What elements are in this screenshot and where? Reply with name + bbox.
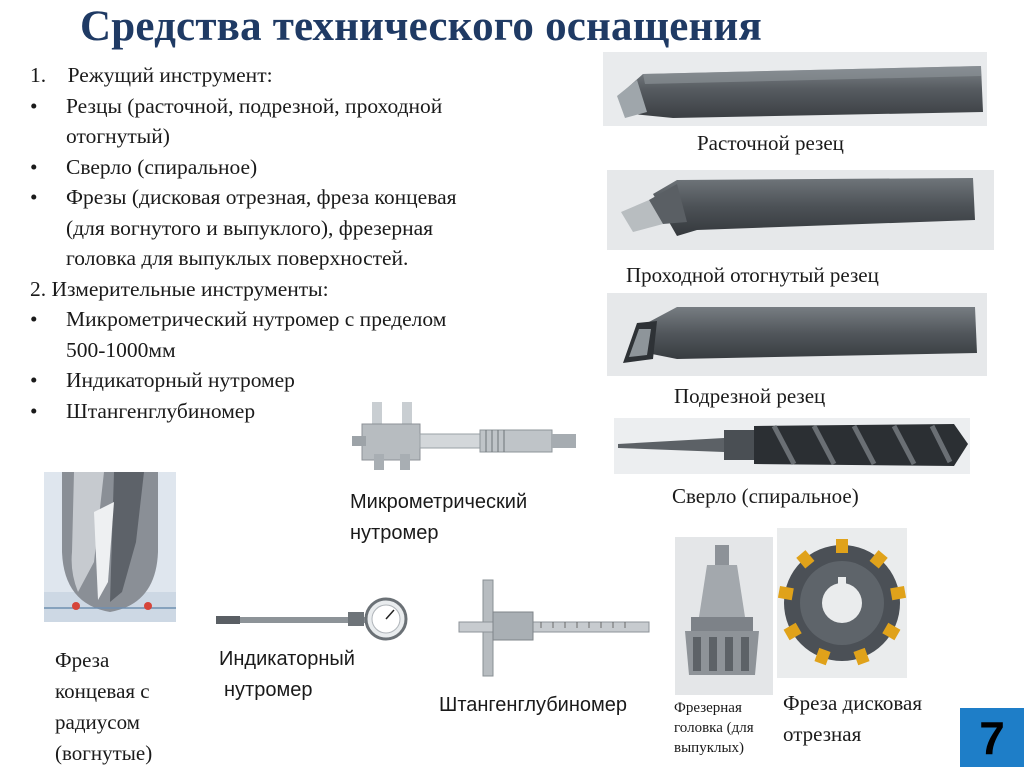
list-number: 1. [30, 63, 47, 87]
list-text-cont: 500-1000мм [66, 337, 176, 362]
caption-end-mill [55, 645, 152, 769]
caption-indicator [219, 644, 355, 706]
micrometer-gauge-image [352, 402, 582, 474]
list-item-indicator [30, 365, 590, 396]
caption-line: Индикаторный [219, 648, 355, 670]
bullet: • [30, 368, 38, 392]
caption-line: Фреза дисковая [783, 691, 923, 715]
list-text: Микрометрический нутромер с пределом [66, 307, 447, 331]
boring-cutter-image [603, 52, 987, 126]
list-text: Фрезы (дисковая отрезная, фреза концевая [66, 185, 457, 209]
caption-depth-gauge: Штангенглубиномер [439, 694, 627, 716]
list-label: Режущий инструмент: [67, 63, 273, 87]
list-text: Штангенглубиномер [66, 398, 256, 423]
end-mill-image [44, 472, 176, 622]
milling-head-image [675, 537, 773, 695]
depth-gauge-image [457, 578, 653, 678]
caption-micrometer [350, 487, 527, 549]
caption-line: (вогнутые) [55, 741, 153, 765]
bullet: • [30, 307, 38, 331]
caption-line: отрезная [783, 722, 862, 746]
caption-boring-cutter: Расточной резец [697, 131, 844, 155]
bullet: • [30, 398, 38, 423]
list-item-drill [30, 152, 590, 183]
list-text-cont: (для вогнутого и выпуклого), фрезерная [66, 215, 434, 240]
page-title: Средства технического оснащения [80, 3, 762, 50]
facing-cutter-image [607, 293, 987, 376]
list-item-cutters [30, 91, 590, 122]
list-item-micrometer [30, 304, 590, 335]
disc-mill-image [777, 528, 907, 678]
bent-cutter-image [607, 170, 994, 250]
list-text: Резцы (расточной, подрезной, проходной [66, 93, 443, 118]
list-text: Индикаторный нутромер [66, 368, 295, 392]
caption-twist-drill: Сверло (спиральное) [672, 484, 859, 508]
bullet: • [30, 154, 38, 179]
caption-line: головка (для [674, 720, 754, 736]
caption-line: нутромер [224, 679, 313, 701]
tools-list [30, 60, 590, 426]
list-text-cont: отогнутый) [66, 124, 170, 148]
caption-line: концевая с [55, 679, 150, 703]
caption-line: радиусом [55, 710, 140, 734]
caption-bent-cutter: Проходной отогнутый резец [626, 263, 879, 287]
list-text: Сверло (спиральное) [66, 154, 258, 179]
bullet: • [30, 93, 38, 118]
indicator-gauge-image [212, 596, 408, 642]
caption-milling-head [674, 698, 754, 758]
caption-line: Фреза [55, 648, 110, 672]
caption-disc-mill [783, 688, 922, 750]
list-text-cont: головка для выпуклых поверхностей. [66, 246, 409, 270]
twist-drill-image [614, 418, 970, 474]
list-item-mills [30, 182, 590, 213]
caption-line: нутромер [350, 522, 439, 544]
caption-line: Фрезерная [674, 700, 742, 716]
caption-line: выпуклых) [674, 740, 745, 756]
page-number-badge: 7 [960, 708, 1024, 767]
caption-line: Микрометрический [350, 491, 528, 513]
caption-facing-cutter: Подрезной резец [674, 384, 826, 408]
list-item-cutting [30, 60, 590, 91]
bullet: • [30, 185, 38, 209]
list-item-measuring: 2. Измерительные инструменты: [30, 276, 329, 301]
